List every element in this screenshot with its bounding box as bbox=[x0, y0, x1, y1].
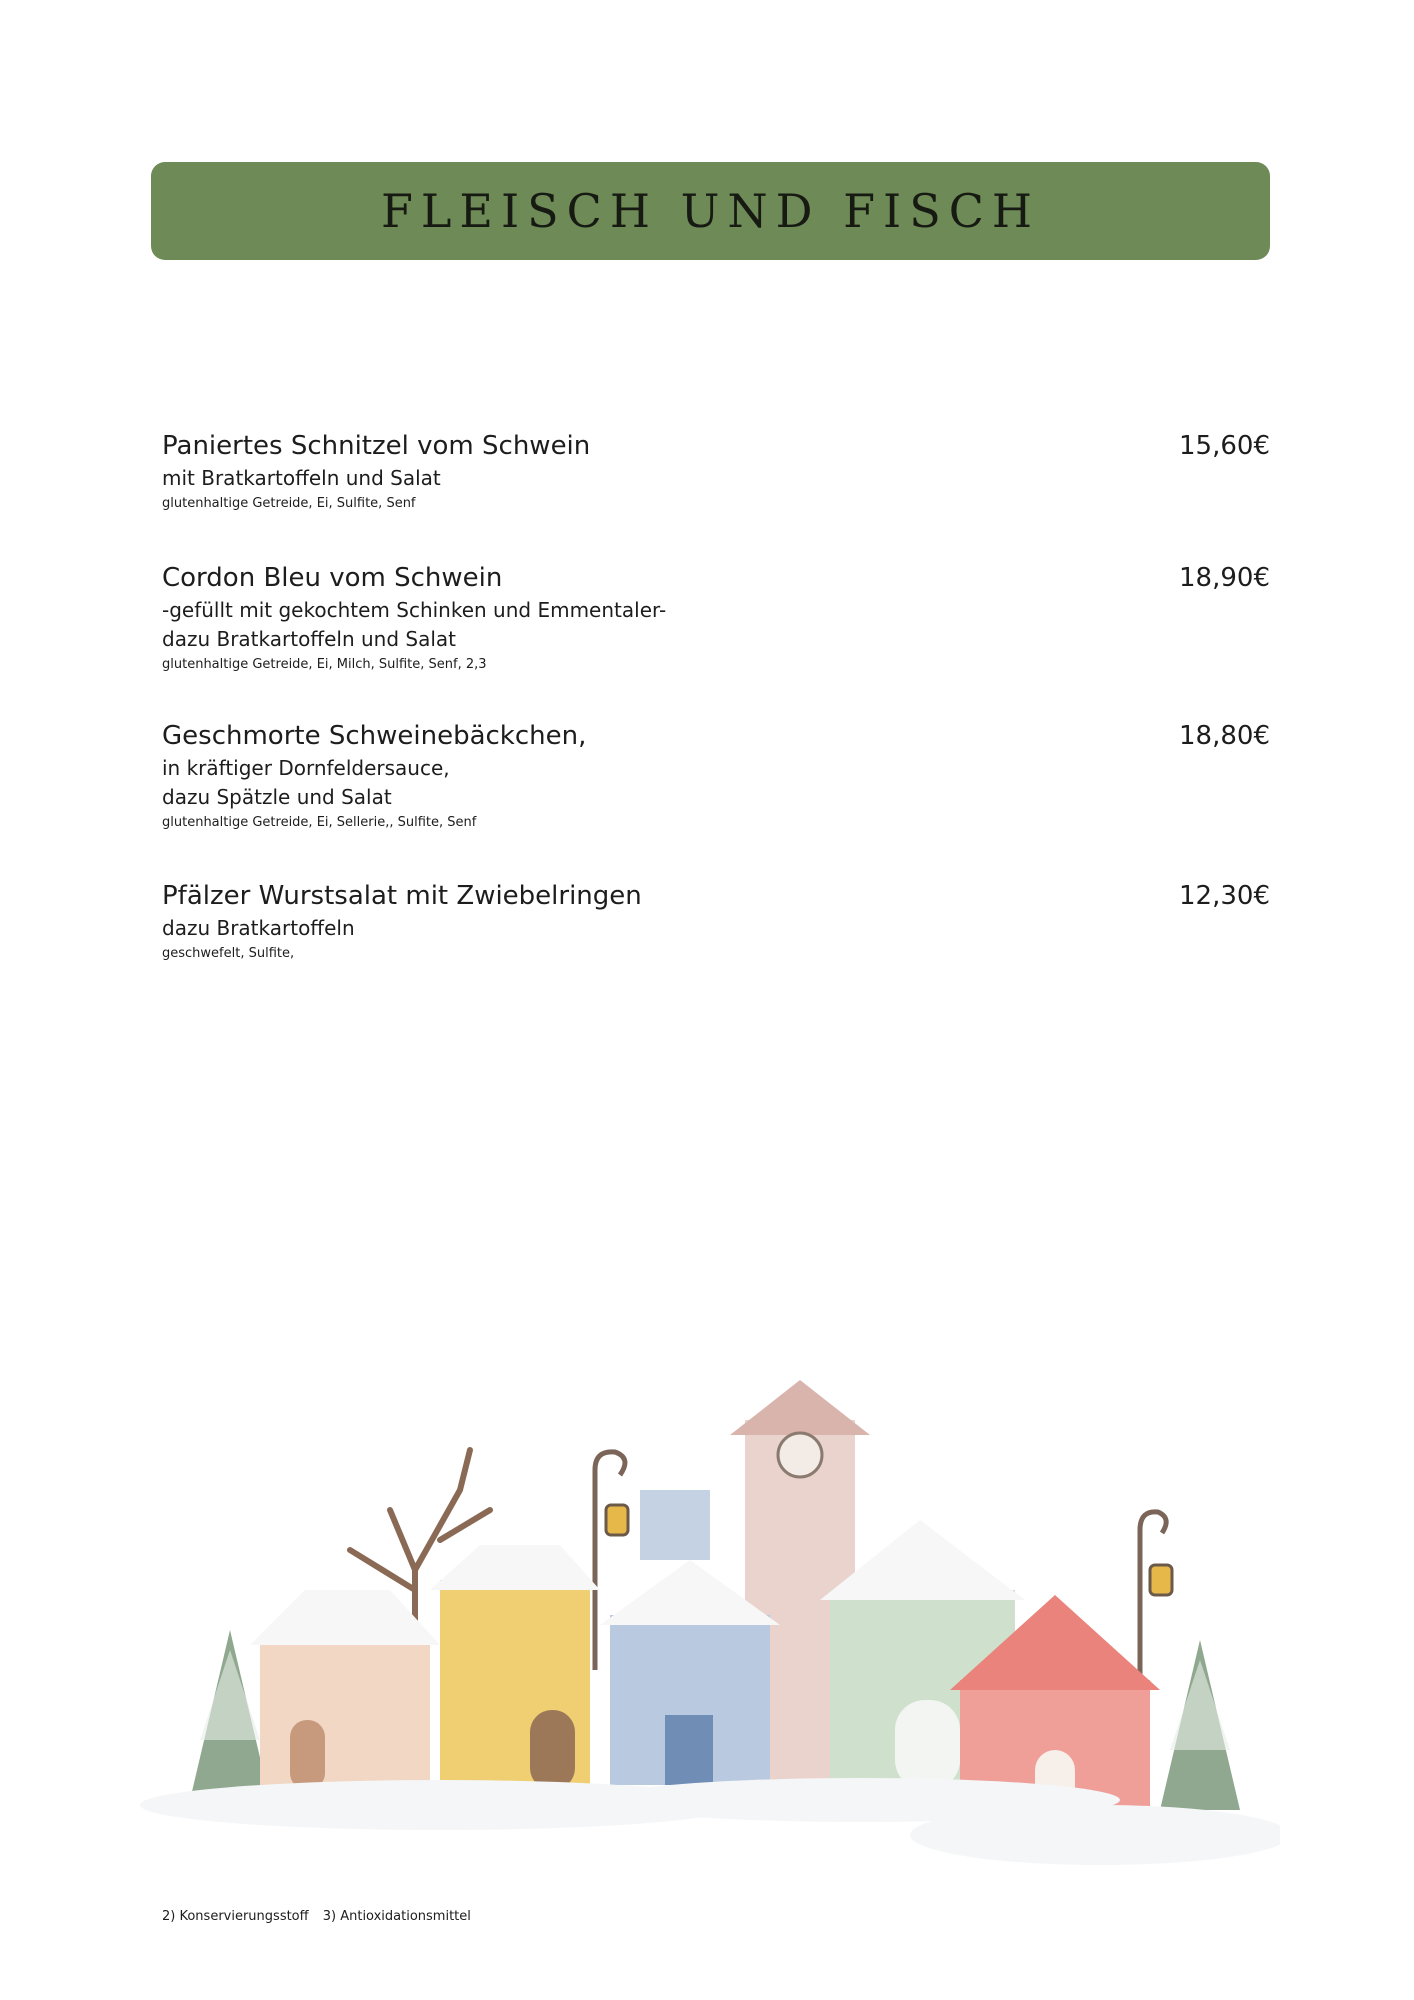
item-name: Cordon Bleu vom Schwein bbox=[162, 563, 503, 593]
menu-item bbox=[162, 560, 1270, 675]
item-price: 18,90€ bbox=[1179, 563, 1270, 593]
item-description: in kräftiger Dornfeldersauce, bbox=[162, 756, 450, 780]
winter-village-illustration bbox=[140, 1340, 1280, 1880]
menu-item bbox=[162, 718, 1270, 833]
footnotes bbox=[162, 1909, 481, 1924]
item-description: mit Bratkartoffeln und Salat bbox=[162, 466, 441, 490]
item-description: dazu Bratkartoffeln und Salat bbox=[162, 627, 456, 651]
house-yellow bbox=[430, 1545, 600, 1790]
footnote: 2) Konservierungsstoff bbox=[162, 1909, 309, 1924]
section-title: FLEISCH UND FISCH bbox=[380, 184, 1041, 238]
section-banner bbox=[151, 162, 1270, 260]
menu-item bbox=[162, 428, 1270, 514]
item-name: Paniertes Schnitzel vom Schwein bbox=[162, 431, 591, 461]
item-description: dazu Spätzle und Salat bbox=[162, 785, 392, 809]
item-price: 12,30€ bbox=[1179, 881, 1270, 911]
house-cream bbox=[250, 1590, 440, 1790]
item-description: -gefüllt mit gekochtem Schinken und Emmentaler- bbox=[162, 598, 667, 622]
item-name: Pfälzer Wurstsalat mit Zwiebelringen bbox=[162, 881, 642, 911]
item-allergens: geschwefelt, Sulfite, bbox=[162, 946, 295, 961]
item-description: dazu Bratkartoffeln bbox=[162, 916, 355, 940]
item-allergens: glutenhaltige Getreide, Ei, Milch, Sulfite, Senf, 2,3 bbox=[162, 657, 487, 672]
item-name: Geschmorte Schweinebäckchen, bbox=[162, 721, 587, 751]
footnote: 3) Antioxidationsmittel bbox=[322, 1909, 471, 1924]
item-price: 15,60€ bbox=[1179, 431, 1270, 461]
item-allergens: glutenhaltige Getreide, Ei, Sellerie,, Sulfite, Senf bbox=[162, 815, 477, 830]
menu-item bbox=[162, 878, 1270, 964]
item-price: 18,80€ bbox=[1179, 721, 1270, 751]
pine-tree bbox=[190, 1630, 270, 1800]
item-allergens: glutenhaltige Getreide, Ei, Sulfite, Senf bbox=[162, 496, 416, 511]
street-lamp bbox=[1140, 1512, 1172, 1680]
pine-tree bbox=[1160, 1640, 1240, 1810]
